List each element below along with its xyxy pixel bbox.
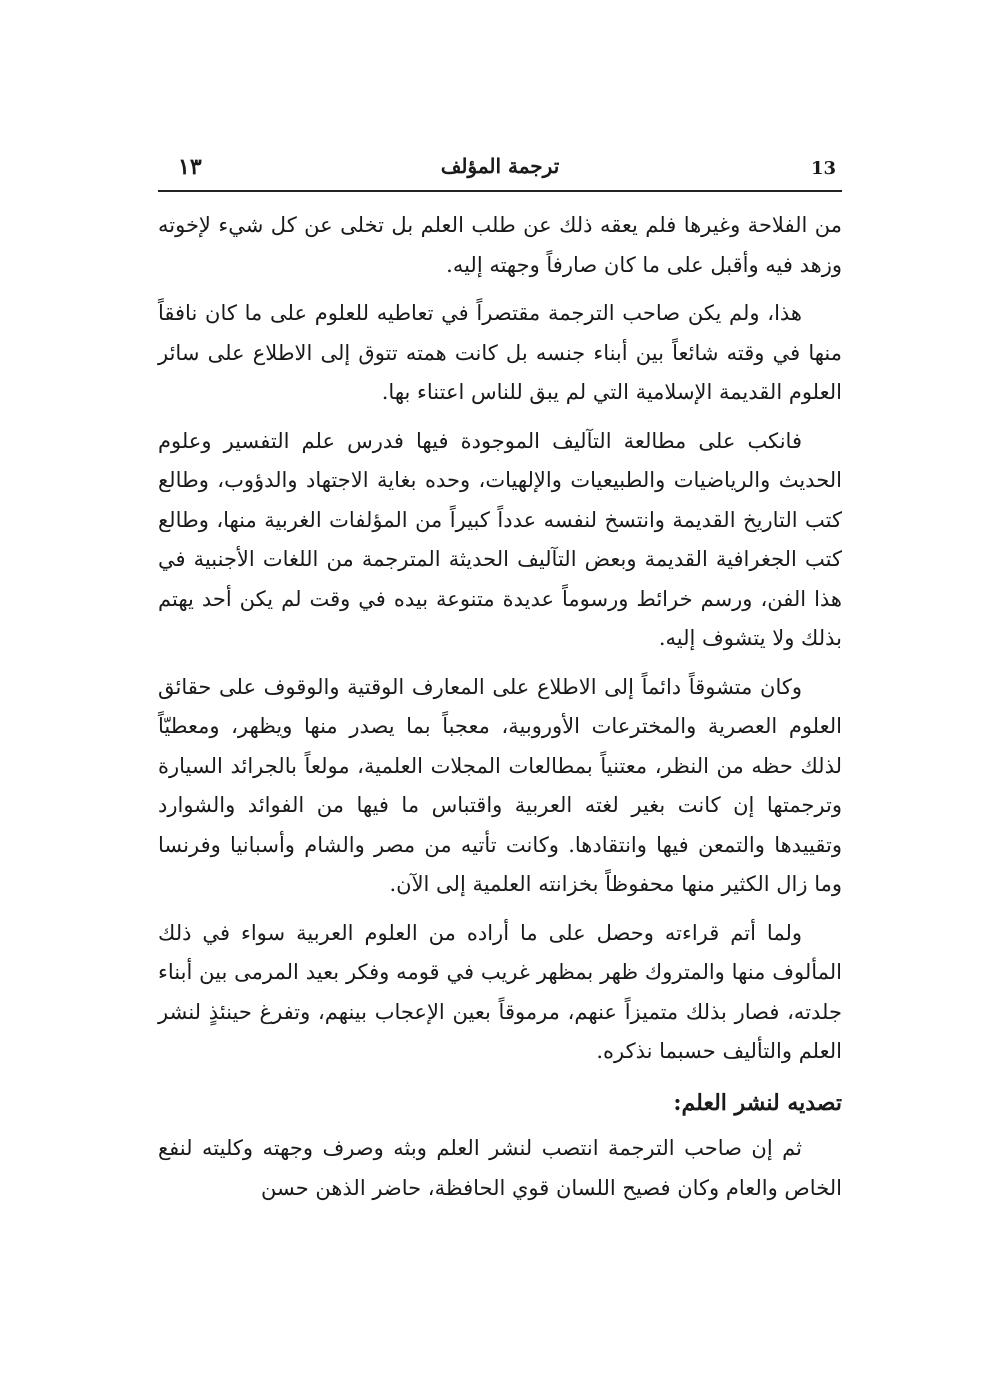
header-rule xyxy=(158,190,842,192)
arabic-page-number: ١٣ xyxy=(178,154,202,180)
paragraph-5: ولما أتم قراءته وحصل على ما أراده من العلوم العربية سواء في ذلك المألوف منها والمتروك ظهر بمظهر غريب في قومه وفكر بعيد المرمى بين أبناء جلدته، فصار بذلك متميزاً عنهم، مرموقاً بعين الإعجاب بينهم، وتفرغ حينئذٍ لنشر العلم والتأليف حسبما نذكره. xyxy=(158,920,842,1063)
running-header xyxy=(158,152,842,188)
latin-page-number: 13 xyxy=(810,158,836,179)
section-heading: تصديه لنشر العلم: xyxy=(673,1089,842,1116)
paragraph-1: من الفلاحة وغيرها فلم يعقه ذلك عن طلب العلم بل تخلى عن كل شيء لإخوته وزهد فيه وأقبل على ما كان صارفاً وجهته إليه. xyxy=(158,213,842,277)
paragraph-4: وكان متشوقاً دائماً إلى الاطلاع على المعارف الوقتية والوقوف على حقائق العلوم العصرية والمخترعات الأوروبية، معجباً بما يصدر منها ويظهر، ومعطيّاً لذلك حظه من النظر، معتنياً بمطالعات المجلات العلمية، مولعاً بالجرائد السيارة وترجمتها إن كانت بغير لغته العربية واقتباس ما فيها من الفوائد والشوارد وتقييدها والتمعن فيها وانتقادها. وكانت تأتيه من مصر والشام وأسبانيا وفرنسا وما زال الكثير منها محفوظاً بخزانته العلمية إلى الآن. xyxy=(158,674,842,896)
paragraph-3: فانكب على مطالعة التآليف الموجودة فيها فدرس علم التفسير وعلوم الحديث والرياضيات والطبيعيات والإلهيات، وحده بغاية الاجتهاد والدؤوب، وطالع كتب التاريخ القديمة وانتسخ لنفسه عدداً كبيراً من المؤلفات الغربية منها، وطالع كتب الجغرافية القديمة وبعض التآليف الحديثة المترجمة من اللغات الأجنبية في هذا الفن، ورسم خرائط ورسوماً عديدة متنوعة بيده في وقت لم يكن أحد يهتم بذلك ولا يتشوف إليه. xyxy=(158,428,843,650)
running-title: ترجمة المؤلف xyxy=(440,154,560,178)
paragraph-2: هذا، ولم يكن صاحب الترجمة مقتصراً في تعاطيه للعلوم على ما كان نافقاً منها في وقته شائعاً بين أبناء جنسه بل كانت همته تتوق إلى الاطلاع على سائر العلوم القديمة الإسلامية التي لم يبق للناس اعتناء بها. xyxy=(158,301,842,404)
body-text xyxy=(158,206,842,1217)
section-paragraph: ثم إن صاحب الترجمة انتصب لنشر العلم وبثه وصرف وجهته وكليته لنفع الخاص والعام وكان فصيح اللسان قوي الحافظة، حاضر الذهن حسن xyxy=(158,1136,842,1200)
